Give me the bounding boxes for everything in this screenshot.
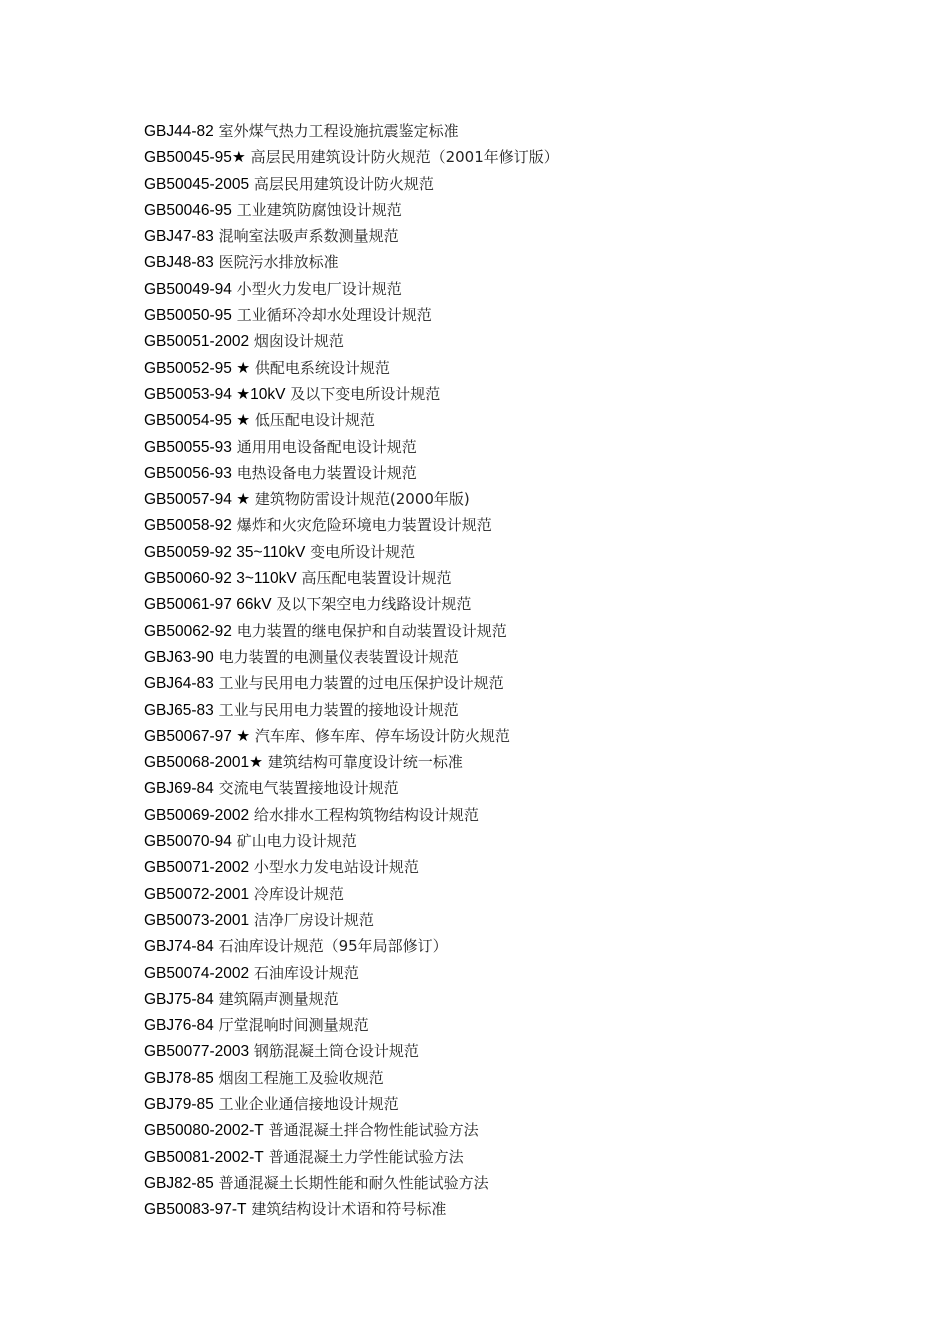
standard-entry [144,591,559,617]
standard-entry [144,933,559,959]
standard-code: GBJ75-84 [144,990,214,1008]
standard-title: 汽车库、修车库、停车场设计防火规范 [254,726,510,745]
standard-entry [144,1170,559,1196]
standard-entry [144,986,559,1012]
standard-title: 石油库设计规范 [253,963,359,982]
standard-entry [144,670,559,696]
standard-code: GBJ47-83 [144,228,214,246]
standard-title: 高层民用建筑设计防火规范 [253,174,434,193]
standard-code: GBJ44-82 [144,123,214,140]
standard-title: 小型水力发电站设计规范 [253,858,419,877]
standards-list [144,118,559,1222]
standard-entry [144,171,559,197]
standard-entry [144,144,559,170]
standard-code: GB50067-97 ★ [144,727,251,745]
standard-title: 洁净厂房设计规范 [253,910,374,929]
standard-code: GB50051-2002 [144,333,250,351]
standard-title: 建筑结构可靠度设计统一标准 [267,753,463,772]
standard-entry [144,486,559,512]
standard-title: 低压配电设计规范 [254,411,375,430]
standard-code: GB50062-92 [144,622,232,640]
standard-entry [144,512,559,538]
standard-entry [144,1117,559,1143]
standard-title: 烟囱设计规范 [253,332,344,351]
standard-code: GB50053-94 ★10kV [144,385,286,403]
standard-code: GB50055-93 [144,438,232,456]
standard-title: 变电所设计规范 [310,542,416,561]
standard-code: GB50049-94 [144,280,232,298]
standard-title: 供配电系统设计规范 [254,358,390,377]
standard-title: 冷库设计规范 [253,884,344,903]
standard-entry [144,1038,559,1064]
standard-code: GB50080-2002-T [144,1122,264,1140]
standard-title: 建筑结构设计术语和符号标准 [251,1200,447,1219]
standard-code: GB50050-95 [144,307,232,325]
standard-entry [144,775,559,801]
standard-entry [144,1091,559,1117]
standard-entry [144,618,559,644]
standard-code: GB50054-95 ★ [144,412,251,430]
standard-entry [144,381,559,407]
standard-code: GB50058-92 [144,517,232,535]
standard-title: 医院污水排放标准 [218,253,339,272]
standard-title: 烟囱工程施工及验收规范 [218,1068,384,1087]
standard-title: 给水排水工程构筑物结构设计规范 [253,805,479,824]
standard-title: 工业与民用电力装置的过电压保护设计规范 [218,674,504,693]
standard-title: 普通混凝土拌合物性能试验方法 [268,1121,479,1140]
standard-title: 工业与民用电力装置的接地设计规范 [218,700,459,719]
standard-title: 工业建筑防腐蚀设计规范 [236,200,402,219]
standard-code: GBJ48-83 [144,254,214,272]
standard-code: GB50070-94 [144,833,232,851]
standard-code: GB50057-94 ★ [144,491,251,509]
standard-code: GBJ65-83 [144,701,214,719]
standard-title: 及以下变电所设计规范 [290,384,441,403]
standard-code: GB50073-2001 [144,911,250,929]
standard-entry [144,223,559,249]
standard-title: 爆炸和火灾危险环境电力装置设计规范 [236,516,492,535]
standard-entry [144,539,559,565]
standard-title: 普通混凝土长期性能和耐久性能试验方法 [218,1173,489,1192]
standard-title: 矿山电力设计规范 [236,832,357,851]
standard-code: GB50081-2002-T [144,1148,264,1166]
standard-title: 厅堂混响时间测量规范 [218,1016,369,1035]
standard-title: 交流电气装置接地设计规范 [218,779,399,798]
standard-entry [144,118,559,144]
standard-title: 电力装置的电测量仪表装置设计规范 [218,647,459,666]
standard-code: GB50077-2003 [144,1043,250,1061]
standard-code: GB50061-97 66kV [144,596,272,614]
standard-code: GB50045-95★ [144,149,246,167]
standard-code: GB50045-2005 [144,175,250,193]
standard-title: 电热设备电力装置设计规范 [236,463,417,482]
standard-title: 及以下架空电力线路设计规范 [276,595,472,614]
standard-title: 高压配电装置设计规范 [301,569,452,588]
standard-entry [144,644,559,670]
standard-entry [144,907,559,933]
standard-title: 普通混凝土力学性能试验方法 [268,1147,464,1166]
standard-code: GB50046-95 [144,201,232,219]
standard-title: 通用用电设备配电设计规范 [236,437,417,456]
standard-entry [144,355,559,381]
standard-code: GBJ78-85 [144,1069,214,1087]
standard-code: GBJ82-85 [144,1174,214,1192]
standard-entry [144,276,559,302]
standard-entry [144,828,559,854]
standard-code: GB50056-93 [144,464,232,482]
standard-entry [144,881,559,907]
standard-title: 小型火力发电厂设计规范 [236,279,402,298]
standard-code: GB50059-92 35~110kV [144,543,306,561]
standard-code: GBJ69-84 [144,780,214,798]
standard-code: GB50072-2001 [144,885,250,903]
standard-entry [144,302,559,328]
standard-entry [144,1196,559,1222]
standard-code: GB50071-2002 [144,859,250,877]
standard-entry [144,197,559,223]
standard-title: 电力装置的继电保护和自动装置设计规范 [236,621,507,640]
standard-title: 工业企业通信接地设计规范 [218,1094,399,1113]
standard-entry [144,749,559,775]
standard-entry [144,565,559,591]
standard-code: GB50068-2001★ [144,754,264,772]
standard-entry [144,1144,559,1170]
standard-entry [144,407,559,433]
standard-entry [144,723,559,749]
standard-entry [144,960,559,986]
standard-title: 室外煤气热力工程设施抗震鉴定标准 [218,122,459,140]
standard-code: GBJ79-85 [144,1095,214,1113]
standard-entry [144,802,559,828]
standard-title: 混响室法吸声系数测量规范 [218,227,399,246]
standard-title: 工业循环冷却水处理设计规范 [236,306,432,325]
standard-title: 石油库设计规范（95年局部修订） [218,937,448,956]
standard-entry [144,697,559,723]
standard-entry [144,460,559,486]
standard-entry [144,434,559,460]
standard-code: GBJ63-90 [144,648,214,666]
standard-title: 高层民用建筑设计防火规范（2001年修订版） [250,148,559,167]
standard-entry [144,328,559,354]
standard-code: GBJ76-84 [144,1017,214,1035]
standard-title: 钢筋混凝土筒仓设计规范 [253,1042,419,1061]
standard-entry [144,1065,559,1091]
standard-code: GB50060-92 3~110kV [144,570,297,588]
standard-code: GB50052-95 ★ [144,359,251,377]
standard-code: GB50083-97-T [144,1201,247,1219]
standard-entry [144,249,559,275]
standard-code: GB50074-2002 [144,964,250,982]
standard-title: 建筑物防雷设计规范(2000年版) [254,490,470,509]
standard-entry [144,854,559,880]
standard-code: GB50069-2002 [144,806,250,824]
standard-title: 建筑隔声测量规范 [218,989,339,1008]
standard-entry [144,1012,559,1038]
standard-code: GBJ74-84 [144,938,214,956]
standard-code: GBJ64-83 [144,675,214,693]
